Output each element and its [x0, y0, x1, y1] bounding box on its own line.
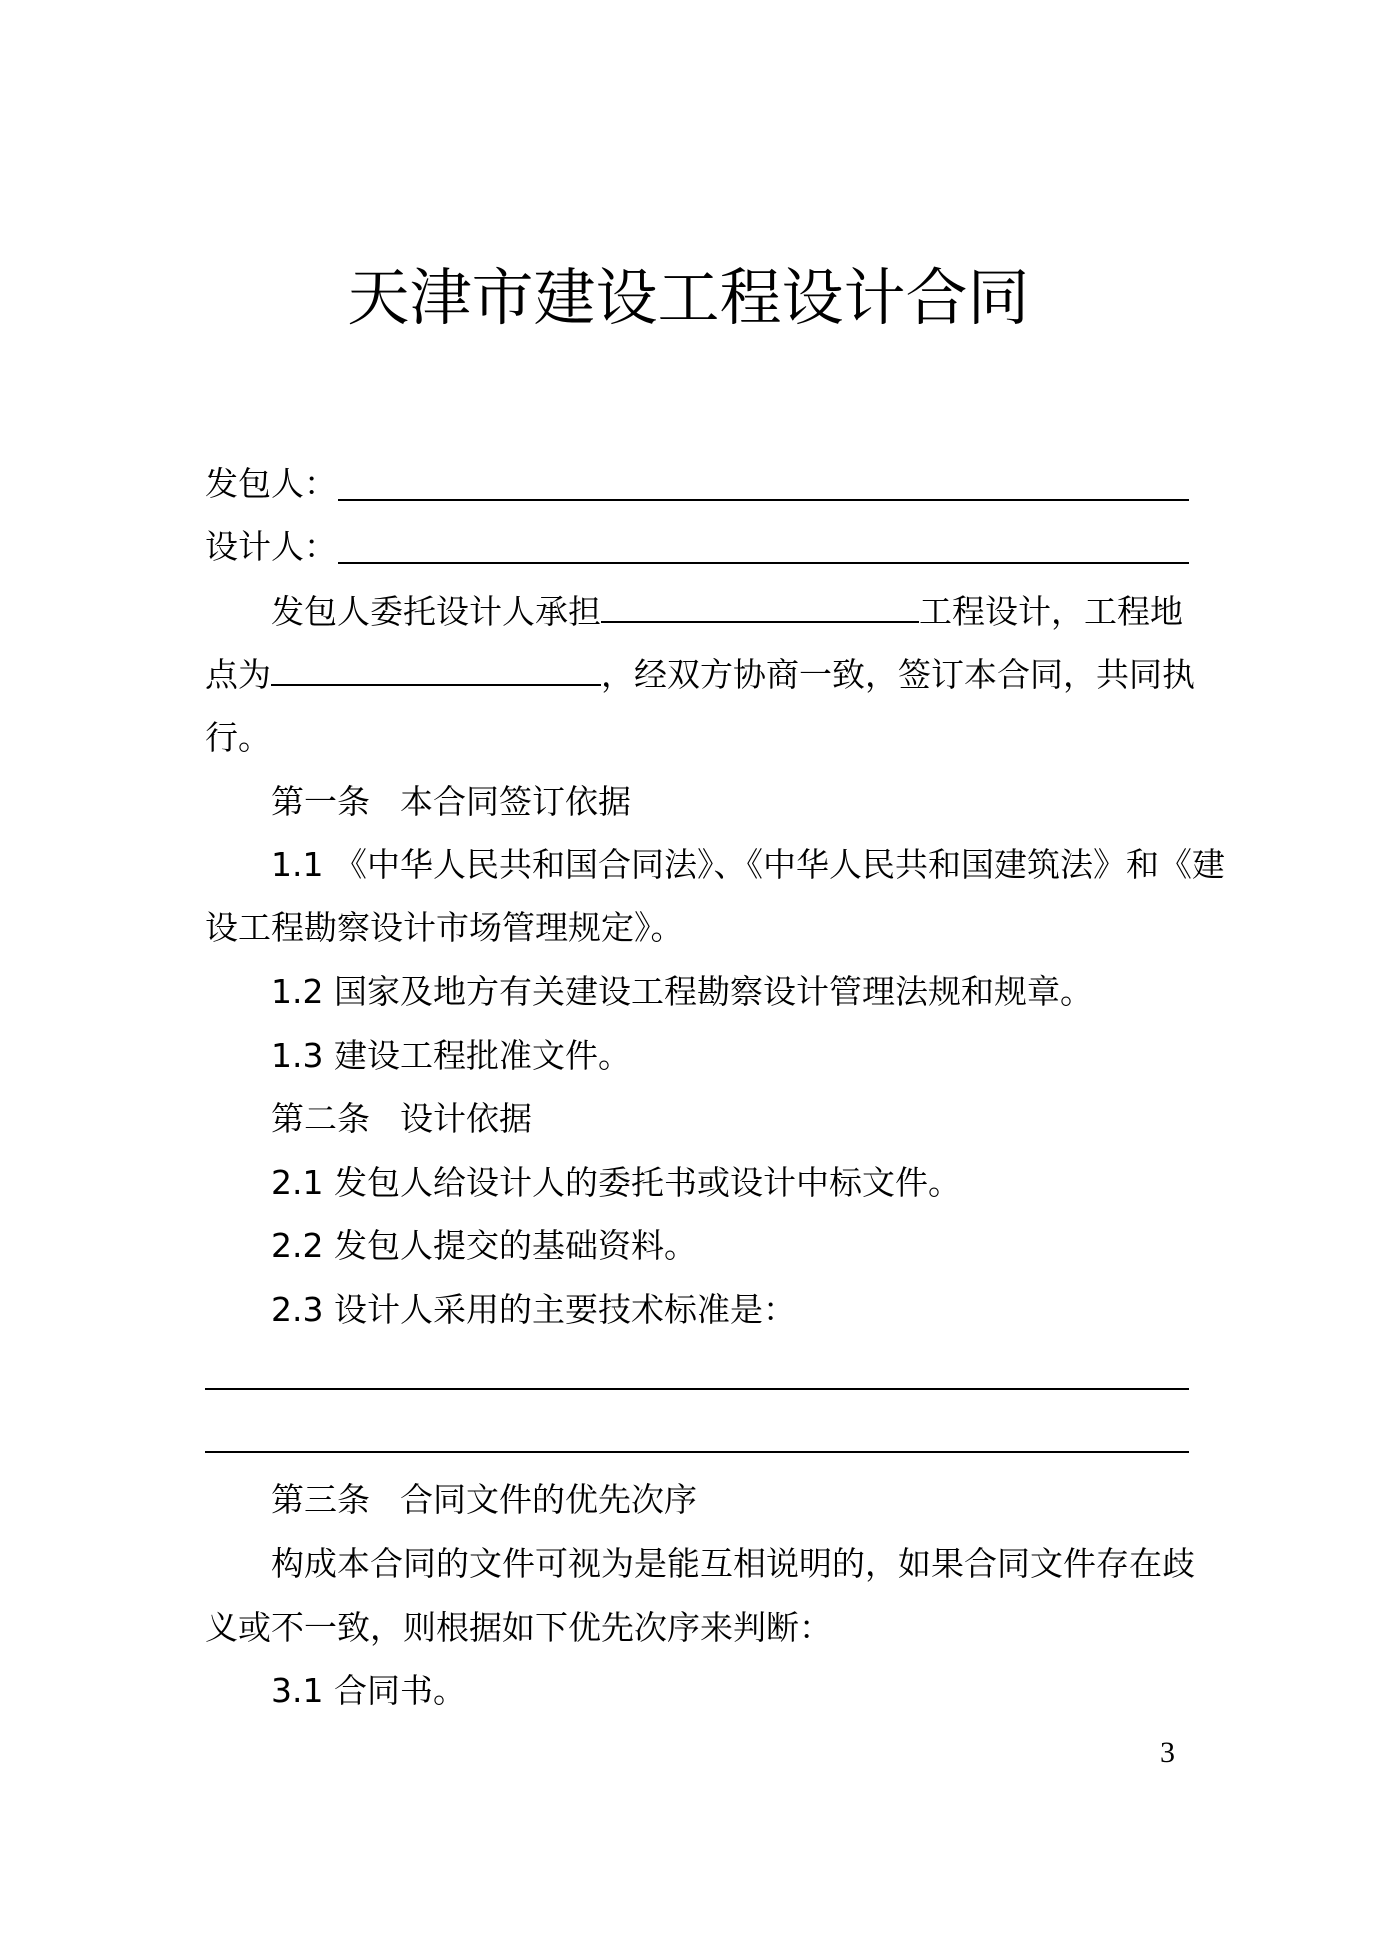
- project-location-blank[interactable]: [271, 654, 601, 686]
- article-3-title: 合同文件的优先次序: [400, 1480, 697, 1519]
- intro-line-1: [271, 589, 1189, 635]
- clause-3-1: 3.1 合同书。: [271, 1671, 466, 1710]
- client-blank[interactable]: [338, 499, 1189, 501]
- document-title: 天津市建设工程设计合同: [347, 261, 1030, 334]
- article-1-number: 第一条: [271, 782, 370, 821]
- page-number: 3: [1160, 1736, 1175, 1769]
- clause-1-3: 1.3 建设工程批准文件。: [271, 1036, 631, 1075]
- article-3-number: 第三条: [271, 1480, 370, 1519]
- article-3-heading: [271, 1477, 1189, 1523]
- designer-blank[interactable]: [338, 562, 1189, 564]
- article-1-title: 本合同签订依据: [400, 782, 631, 821]
- client-label: 发包人：: [205, 464, 337, 503]
- article-2-number: 第二条: [271, 1099, 370, 1138]
- article-1-heading: [271, 779, 1189, 825]
- clause-1-1-line-2: 设工程勘察设计市场管理规定》。: [205, 908, 684, 947]
- intro-text-2a: 点为: [205, 655, 271, 694]
- intro-line-2: [205, 652, 1195, 698]
- project-name-blank[interactable]: [601, 591, 919, 623]
- designer-line: [205, 524, 1189, 570]
- clause-1-1-line-1: 1.1 《中华人民共和国合同法》、《中华人民共和国建筑法》和《建: [271, 845, 1225, 884]
- article-3-para-line-1: 构成本合同的文件可视为是能互相说明的，如果合同文件存在歧: [271, 1544, 1195, 1583]
- article-3-para-line-2: 义或不一致，则根据如下优先次序来判断：: [205, 1608, 832, 1647]
- standards-blank-2[interactable]: [205, 1451, 1189, 1453]
- article-2-heading: [271, 1096, 1189, 1142]
- client-line: [205, 461, 1189, 507]
- intro-line-3: 行。: [205, 718, 271, 757]
- article-2-title: 设计依据: [400, 1099, 532, 1138]
- intro-text-2b: ，经双方协商一致，签订本合同，共同执: [601, 655, 1195, 694]
- clause-1-2: 1.2 国家及地方有关建设工程勘察设计管理法规和规章。: [271, 972, 1093, 1011]
- clause-2-2: 2.2 发包人提交的基础资料。: [271, 1226, 697, 1265]
- designer-label: 设计人：: [205, 527, 337, 566]
- standards-blank-1[interactable]: [205, 1388, 1189, 1390]
- intro-text-1a: 发包人委托设计人承担: [271, 592, 601, 631]
- clause-2-3: 2.3 设计人采用的主要技术标准是：: [271, 1290, 796, 1329]
- clause-2-1: 2.1 发包人给设计人的委托书或设计中标文件。: [271, 1163, 961, 1202]
- intro-text-1b: 工程设计，工程地: [919, 592, 1183, 631]
